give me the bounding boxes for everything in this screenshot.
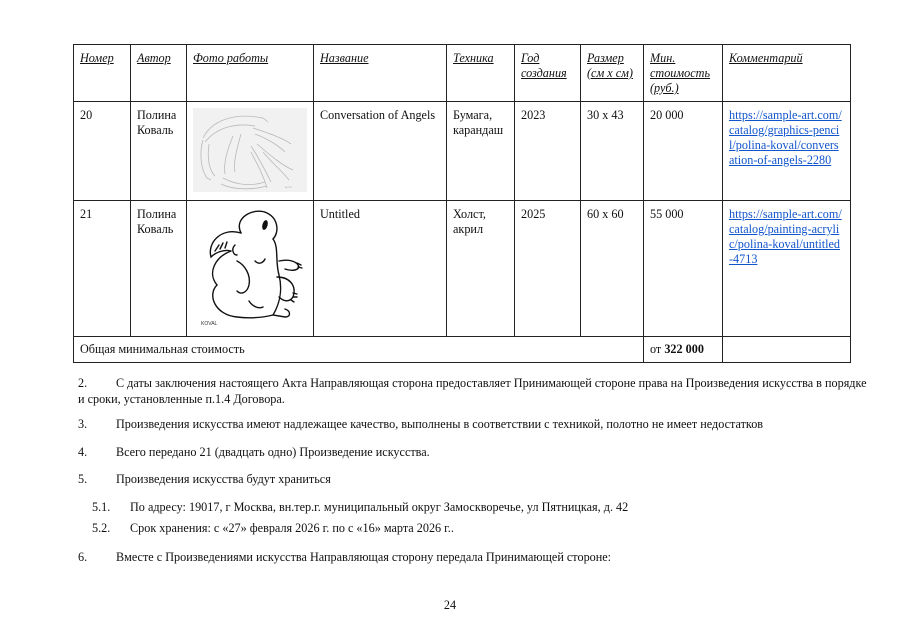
subparagraph-5-1 <box>92 499 852 515</box>
table-row <box>74 102 851 201</box>
cell-photo <box>187 201 314 337</box>
header-author: Автор <box>131 45 187 102</box>
cell-size: 30 x 43 <box>581 102 644 201</box>
cell-comment <box>723 102 851 201</box>
cell-author: Полина Коваль <box>131 102 187 201</box>
cell-min-price: 20 000 <box>644 102 723 201</box>
cell-technique: Бумага, карандаш <box>447 102 515 201</box>
artwork-link[interactable]: https://sample-art.com/catalog/graphics-pencil/polina-koval/conversation-of-angels-2280 <box>729 108 842 167</box>
cell-year: 2025 <box>515 201 581 337</box>
paragraph-4 <box>78 444 868 460</box>
header-number: Номер <box>74 45 131 102</box>
cell-comment <box>723 201 851 337</box>
svg-text:koval: koval <box>285 185 292 189</box>
table-header-row <box>74 45 851 102</box>
paragraph-text: Произведения искусства будут храниться <box>116 472 331 486</box>
total-value: 322 000 <box>664 342 704 356</box>
paragraph-6 <box>78 549 868 565</box>
subparagraph-number: 5.2. <box>92 521 111 535</box>
artwork-photo-conversation-of-angels <box>193 108 307 192</box>
subparagraph-number: 5.1. <box>92 500 111 514</box>
paragraph-text: Вместе с Произведениями искусства Направляющая сторону передала Принимающей стороне: <box>116 550 612 564</box>
artwork-photo-untitled <box>193 205 307 329</box>
paragraph-number: 4. <box>78 445 88 459</box>
paragraph-number: 5. <box>78 472 88 486</box>
artwork-link[interactable]: https://sample-art.com/catalog/painting-acrylic/polina-koval/untitled-4713 <box>729 207 842 266</box>
cell-min-price: 55 000 <box>644 201 723 337</box>
subparagraph-text: По адресу: 19017, г Москва, вн.тер.г. муниципальный округ Замоскворечье, ул Пятницкая, д. 42 <box>130 500 629 514</box>
total-value-cell <box>644 337 723 363</box>
header-comment: Комментарий <box>723 45 851 102</box>
cell-year: 2023 <box>515 102 581 201</box>
cell-author: Полина Коваль <box>131 201 187 337</box>
cell-title: Untitled <box>314 201 447 337</box>
photo-signature: KOVAL <box>201 321 218 327</box>
cell-photo <box>187 102 314 201</box>
paragraph-number: 2. <box>78 376 88 390</box>
paragraph-number: 3. <box>78 417 88 431</box>
paragraph-text: Произведения искусства имеют надлежащее качество, выполнены в соответствии с техникой, полотно не имеет недостатков <box>116 417 764 431</box>
paragraph-3 <box>78 416 868 432</box>
paragraph-text: Всего передано 21 (двадцать одно) Произведение искусства. <box>116 445 430 459</box>
subparagraph-5-2 <box>92 520 852 536</box>
header-size: Размер (см х см) <box>581 45 644 102</box>
cell-number: 21 <box>74 201 131 337</box>
cell-technique: Холст, акрил <box>447 201 515 337</box>
total-label: Общая минимальная стоимость <box>74 337 644 363</box>
cell-number: 20 <box>74 102 131 201</box>
paragraph-number: 6. <box>78 550 88 564</box>
page-number: 24 <box>443 598 457 612</box>
paragraph-5 <box>78 471 868 487</box>
paragraph-2 <box>78 375 868 407</box>
subparagraph-text: Срок хранения: с «27» февраля 2026 г. по с «16» марта 2026 г.. <box>130 521 454 535</box>
header-photo: Фото работы <box>187 45 314 102</box>
header-year: Год создания <box>515 45 581 102</box>
table-row <box>74 201 851 337</box>
header-technique: Техника <box>447 45 515 102</box>
artworks-table <box>73 44 851 363</box>
total-empty-cell <box>723 337 851 363</box>
cell-size: 60 x 60 <box>581 201 644 337</box>
header-min-price: Мин. стоимость (руб.) <box>644 45 723 102</box>
total-row <box>74 337 851 363</box>
cell-title: Conversation of Angels <box>314 102 447 201</box>
paragraph-text: С даты заключения настоящего Акта Направляющая сторона предоставляет Принимающей стороне права на Произведения искусства в порядке и сроки, установленные п.1.4 Договора. <box>78 376 867 406</box>
header-title: Название <box>314 45 447 102</box>
total-prefix: от <box>650 342 662 356</box>
